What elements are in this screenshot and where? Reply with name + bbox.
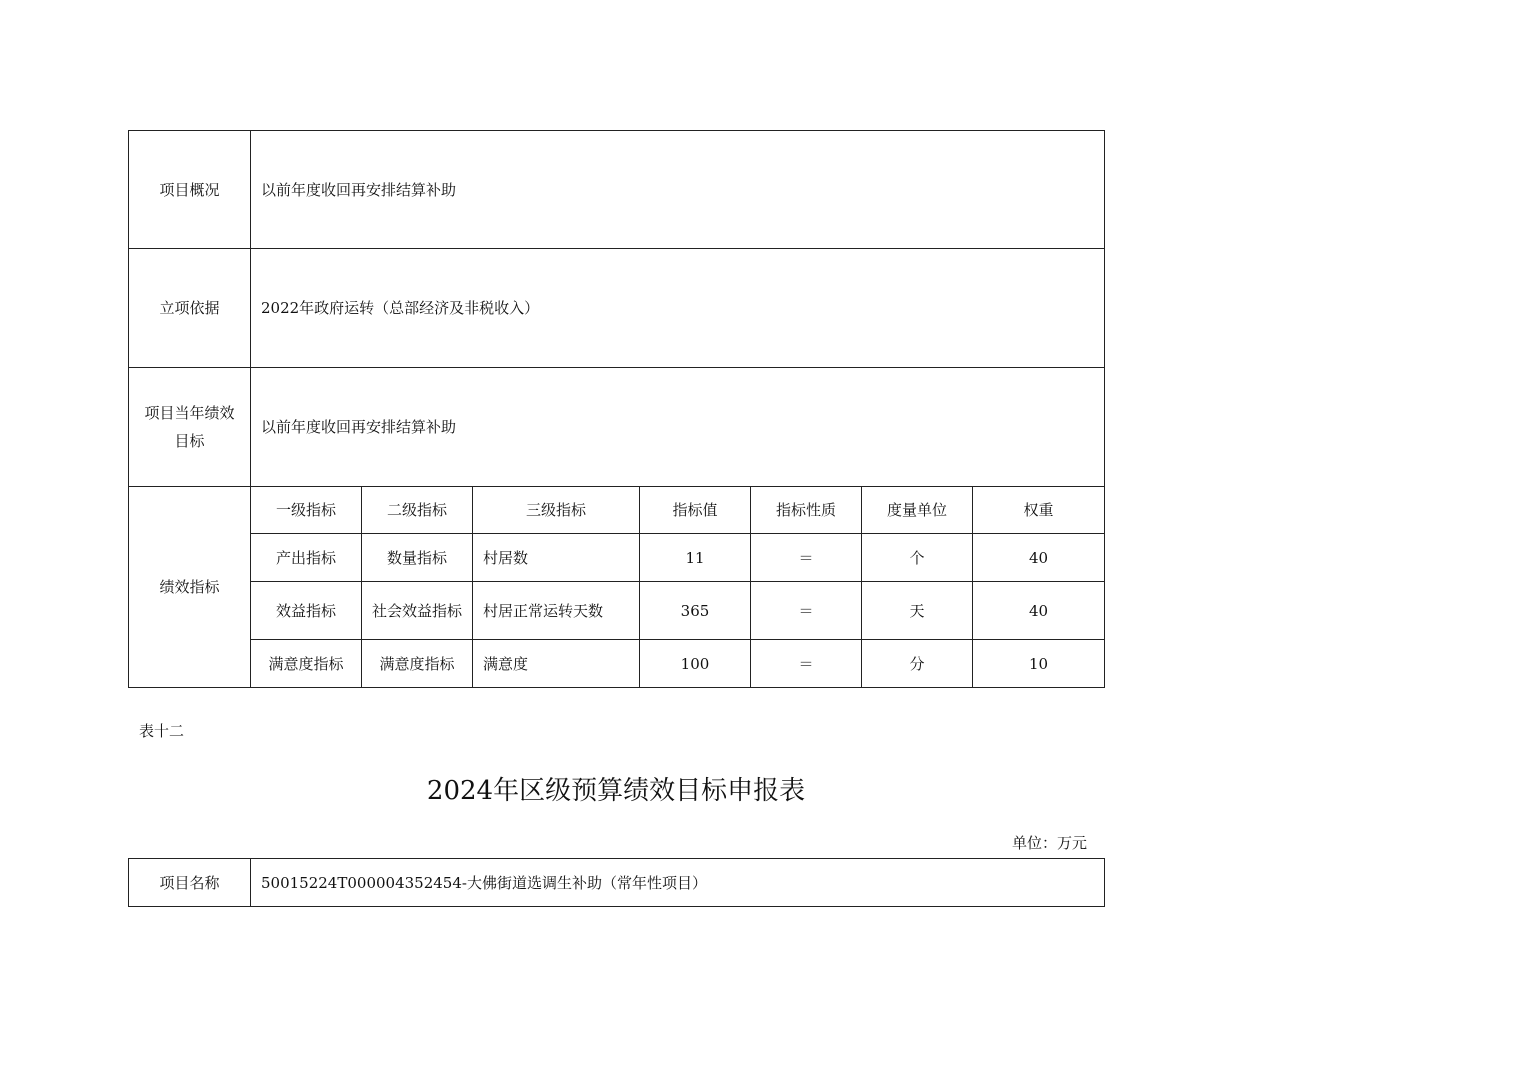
row2-level3: 村居正常运转天数: [473, 582, 640, 640]
header-value: 指标值: [640, 487, 751, 534]
row1-unit: 个: [862, 534, 973, 582]
goal-label: 项目当年绩效目标: [129, 368, 251, 487]
row1-nature: ＝: [751, 534, 862, 582]
row2-unit: 天: [862, 582, 973, 640]
row1-level2: 数量指标: [362, 534, 473, 582]
indicator-header-row: [129, 487, 1105, 534]
header-nature: 指标性质: [751, 487, 862, 534]
header-level3: 三级指标: [473, 487, 640, 534]
indicator-row: [129, 534, 1105, 582]
indicator-row: [129, 582, 1105, 640]
project-name-table: [128, 858, 1105, 907]
row3-value: 100: [640, 640, 751, 688]
row1-weight: 40: [973, 534, 1105, 582]
basis-value: 2022年政府运转（总部经济及非税收入）: [251, 249, 1105, 368]
row2-value: 365: [640, 582, 751, 640]
row1-level1: 产出指标: [251, 534, 362, 582]
header-level1: 一级指标: [251, 487, 362, 534]
row2-nature: ＝: [751, 582, 862, 640]
indicators-label: 绩效指标: [129, 487, 251, 688]
row2-level2: 社会效益指标: [362, 582, 473, 640]
overview-row: [129, 131, 1105, 249]
row3-level2: 满意度指标: [362, 640, 473, 688]
row2-level1: 效益指标: [251, 582, 362, 640]
goal-value: 以前年度收回再安排结算补助: [251, 368, 1105, 487]
overview-label: 项目概况: [129, 131, 251, 249]
basis-row: [129, 249, 1105, 368]
project-name-value: 50015224T000004352454-大佛街道选调生补助（常年性项目）: [251, 859, 1105, 907]
unit-note: 单位：万元: [1012, 834, 1088, 852]
project-info-table: [128, 130, 1105, 688]
goal-row: [129, 368, 1105, 487]
header-weight: 权重: [973, 487, 1105, 534]
row3-unit: 分: [862, 640, 973, 688]
row3-level1: 满意度指标: [251, 640, 362, 688]
row2-weight: 40: [973, 582, 1105, 640]
project-name-row: [129, 859, 1105, 907]
table-number: 表十二: [139, 722, 185, 740]
indicator-row: [129, 640, 1105, 688]
row3-nature: ＝: [751, 640, 862, 688]
header-level2: 二级指标: [362, 487, 473, 534]
overview-value: 以前年度收回再安排结算补助: [251, 131, 1105, 249]
project-name-label: 项目名称: [129, 859, 251, 907]
document-title: 2024年区级预算绩效目标申报表: [426, 776, 806, 806]
row3-level3: 满意度: [473, 640, 640, 688]
header-unit: 度量单位: [862, 487, 973, 534]
row3-weight: 10: [973, 640, 1105, 688]
basis-label: 立项依据: [129, 249, 251, 368]
row1-level3: 村居数: [473, 534, 640, 582]
row1-value: 11: [640, 534, 751, 582]
